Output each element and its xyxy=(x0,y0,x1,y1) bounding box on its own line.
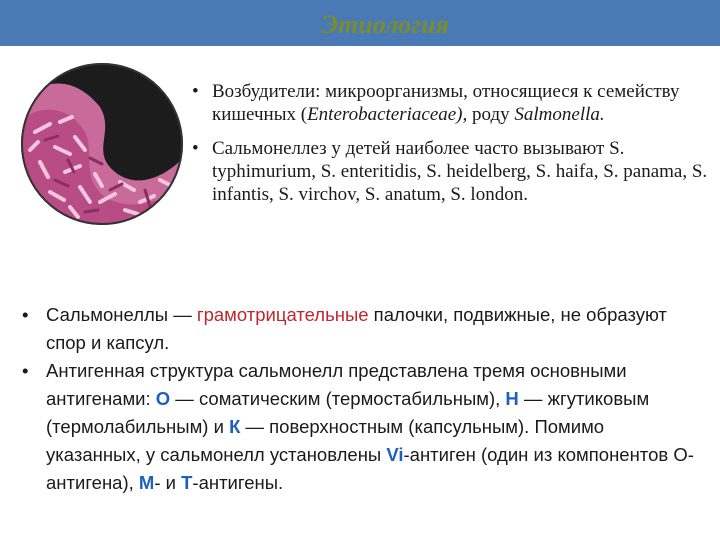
list-item-text: - и xyxy=(154,472,182,493)
antigen-label: Vi xyxy=(386,444,404,465)
page-title: Этиология xyxy=(321,10,449,39)
list-item-text: -антигены. xyxy=(192,472,284,493)
list-item xyxy=(22,357,702,497)
antigen-label: Т xyxy=(181,472,193,493)
list-item-text: — поверхностным (капсульным). Помимо указанных, у сальмонелл установлены xyxy=(46,416,605,465)
list-item-text: Сальмонеллы — xyxy=(46,304,197,325)
bullet-glyph: • xyxy=(192,138,199,159)
bullet-glyph: • xyxy=(22,360,29,381)
antigen-label: Н xyxy=(505,388,519,409)
list-item xyxy=(192,137,712,206)
antigen-label: К xyxy=(229,416,241,437)
bullet-glyph: • xyxy=(22,304,29,325)
list-item xyxy=(22,301,702,357)
list-item-italic: Enterobacteriaceae), xyxy=(307,104,468,125)
top-bullet-list xyxy=(192,80,712,217)
list-item-text: — соматическим (термостабильным), xyxy=(170,388,506,409)
list-item-text: палочки, подвижные, не образуют спор и капсул. xyxy=(46,304,667,353)
list-item-text: роду xyxy=(467,104,515,125)
bullet-glyph: • xyxy=(192,81,199,102)
title-bar xyxy=(0,0,720,46)
highlight-text: грамотрицательные xyxy=(196,304,369,325)
list-item-text: Возбудители: микроорганизмы, относящиеся к семейству кишечных ( xyxy=(212,81,680,125)
list-item-italic: Salmonella. xyxy=(514,104,605,125)
list-item-text: — жгутиковым (термолабильным) и xyxy=(46,388,650,437)
antigen-label: М xyxy=(138,472,155,493)
bottom-bullet-list xyxy=(22,301,702,497)
list-item-text: Сальмонеллез у детей наиболее часто вызывают S. typhimurium, S. enteritidis, S. heidelberg, S. haifa, S. panama, S. infantis, S. virchov, S. anatum, S. london. xyxy=(212,138,708,205)
list-item xyxy=(192,80,712,126)
list-item-text: -антиген (один из компонентов О-антигена), xyxy=(46,444,694,493)
bacteria-micrograph-icon xyxy=(20,62,184,226)
list-item-text: Антигенная структура сальмонелл представлена тремя основными антигенами: xyxy=(46,360,627,409)
antigen-label: О xyxy=(155,388,171,409)
